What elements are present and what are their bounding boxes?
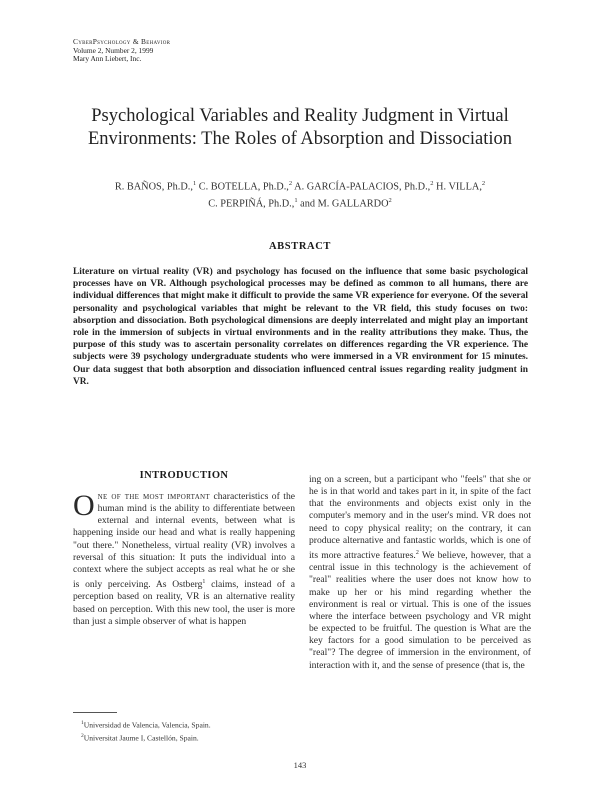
journal-volume: Volume 2, Number 2, 1999 — [73, 45, 154, 55]
journal-publisher: Mary Ann Liebert, Inc. — [73, 54, 142, 64]
affil-mark: 2 — [288, 180, 293, 187]
author-gallardo: and M. GALLARDO — [297, 198, 389, 210]
affil-mark: 2 — [481, 180, 486, 187]
author-botella: C. BOTELLA, Ph.D., — [196, 181, 289, 193]
journal-name: CyberPsychology & Behavior — [73, 37, 171, 46]
lead-in-small-caps: ne of the most important — [97, 491, 210, 502]
citation-mark: 2 — [415, 549, 419, 556]
citation-mark: 1 — [202, 579, 206, 586]
footnote-mark: 1 — [81, 720, 84, 726]
affil-mark: 2 — [388, 196, 392, 204]
affil-mark: 1 — [192, 180, 197, 187]
title-line-1: Psychological Variables and Reality Judgment in Virtual — [91, 106, 509, 126]
footnote-text: Universidad de Valencia, Valencia, Spain. — [83, 720, 211, 730]
footnote-mark: 2 — [81, 732, 84, 739]
author-line-2 — [40, 194, 560, 211]
paper-title — [40, 105, 560, 151]
intro-left-text: characteristics of the human mind is the ability to differentiate between external and internal events, between what is happening inside our head and what is really happening "out there." Nonetheless, virtual reality (VR) involves a reversal of this situation: It puts the individual into a context where the subject accepts as real what he or she is only perceiving. As Ostberg — [73, 491, 295, 591]
author-list — [40, 177, 560, 211]
footnote-2 — [73, 731, 295, 744]
intro-left-text-cont: claims, instead of a perception based on reality, VR is an alternative reality based on perception. With this new tool, the user is more than just a simple observer of what is happen — [73, 579, 295, 627]
intro-right-text: ing on a screen, but a participant who "feels" that she or he is in that world and takes part in it, in spite of the fact that the environments and objects exist only in the computer's memory and in the user's mind. VR does not need to copy physical reality; on the contrary, it can produce alternative and fantastic worlds, which is one of its more attractive features. — [309, 474, 531, 562]
footnotes — [73, 718, 295, 743]
page-number: 143 — [293, 760, 307, 770]
footnote-text: Universitat Jaume I, Castellón, Spain. — [83, 733, 199, 743]
intro-right-text-cont: We believe, however, that a central issue in this technology is the achievement of "real" realities where the user does not know how to make up her or his mind regarding whether the environment is real or virtual. This is one of the issues where the interface between psychology and VR might be expected to be fruitful. The question is What are the key factors for a good simulation to be perceived as "real"? The degree of immersion in the environment, of interaction with it, and the sense of presence (that is, the — [309, 550, 531, 671]
footnote-1 — [73, 718, 295, 731]
drop-cap: O — [73, 489, 95, 522]
abstract-body: Literature on virtual reality (VR) and psychology has focused on the influence that some basic psychological processes have on VR. Although psychological processes may be defined as common to all humans, there are individual differences that might make it difficult to provide the same VR experience for everyone. Of the several personality and psychological variables that might be relevant to the VR field, this study focuses on two: absorption and dissociation. Both psychological dimensions are deeply interrelated and might play an important role in the immersion of subjects in virtual environments and in the reality attributions they make. Thus, the purpose of this study was to ascertain personality correlates on differences regarding the VR experience. The subjects were 39 psychology undergraduate students who were immersed in a VR environment for 15 minutes. Our data suggest that both absorption and dissociation influenced central issues regarding reality judgment in VR. — [73, 267, 528, 387]
abstract-heading: ABSTRACT — [269, 241, 331, 252]
introduction-heading: INTRODUCTION — [139, 470, 229, 481]
affil-mark: 1 — [294, 196, 298, 204]
journal-header — [73, 38, 170, 64]
author-perpina: C. PERPIÑÁ, Ph.D., — [208, 198, 295, 210]
affil-mark: 2 — [430, 180, 434, 187]
author-banos: R. BAÑOS, Ph.D., — [114, 181, 193, 193]
author-garcia-palacios: A. GARCÍA-PALACIOS, Ph.D., — [292, 181, 431, 193]
author-villa: H. VILLA, — [433, 181, 482, 193]
left-column — [73, 491, 295, 628]
title-line-2: Environments: The Roles of Absorption and Dissociation — [87, 129, 513, 149]
footnote-rule — [73, 712, 117, 713]
right-column — [309, 474, 531, 672]
author-line-1 — [40, 177, 560, 194]
